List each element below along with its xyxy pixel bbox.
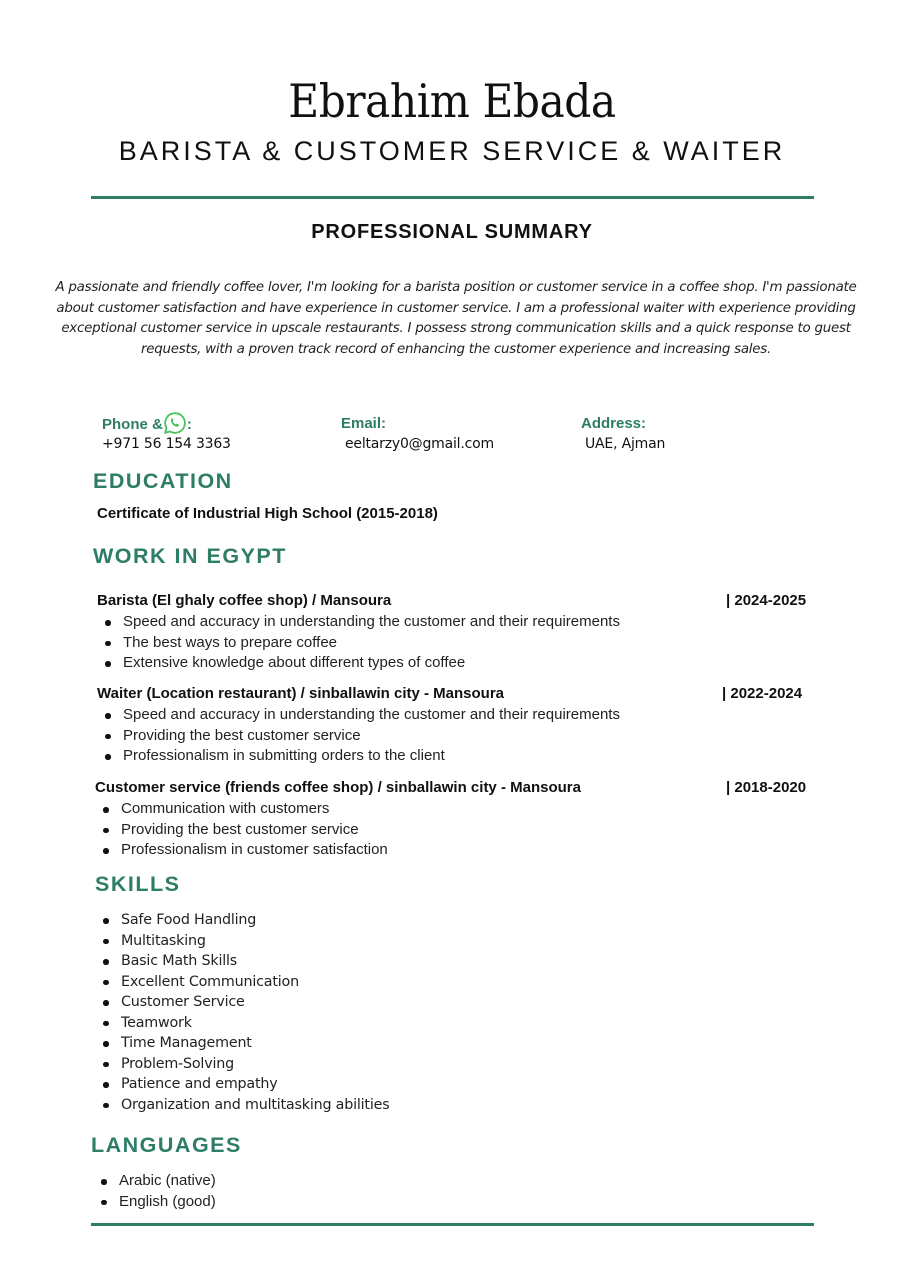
email-label: Email: bbox=[341, 415, 387, 432]
languages-heading: LANGUAGES bbox=[91, 1133, 242, 1157]
job-bullet: Communication with customers bbox=[95, 799, 388, 820]
phone-label-suffix: : bbox=[186, 415, 192, 433]
skills-heading: SKILLS bbox=[95, 872, 181, 896]
job-bullet: Speed and accuracy in understanding the customer and their requirements bbox=[97, 705, 620, 726]
summary-line: A passionate and friendly coffee lover, I'm looking for a barista position or customer service in a coffee shop. I'm passionate bbox=[55, 280, 857, 295]
skill-item: Problem-Solving bbox=[95, 1054, 389, 1075]
job-bullet: Providing the best customer service bbox=[95, 820, 388, 841]
job-title: Barista (El ghaly coffee shop) / Mansoura bbox=[97, 592, 392, 609]
skill-item: Multitasking bbox=[95, 931, 389, 952]
candidate-name: Ebrahim Ebada bbox=[288, 74, 616, 128]
job-date: | 2024-2025 bbox=[726, 592, 807, 609]
job-bullets bbox=[97, 705, 620, 767]
summary-line: exceptional customer service in upscale restaurants. I possess strong communication skills and a quick response to guest bbox=[61, 321, 851, 337]
summary-line: about customer satisfaction and have experience in customer service. I am a professional waiter with experience providing bbox=[56, 300, 856, 316]
summary-text bbox=[50, 278, 862, 361]
language-item: Arabic (native) bbox=[93, 1171, 216, 1192]
whatsapp-icon bbox=[163, 411, 187, 435]
job-title-headline: BARISTA & CUSTOMER SERVICE & WAITER bbox=[118, 136, 786, 166]
phone-value[interactable]: +971 56 154 3363 bbox=[102, 436, 231, 452]
job-bullet: Extensive knowledge about different types of coffee bbox=[97, 653, 620, 674]
skill-item: Customer Service bbox=[95, 992, 389, 1013]
skill-item: Excellent Communication bbox=[95, 972, 389, 993]
education-item: Certificate of Industrial High School (2015-2018) bbox=[97, 505, 438, 522]
address-value: UAE, Ajman bbox=[585, 436, 666, 452]
summary-heading: PROFESSIONAL SUMMARY bbox=[311, 221, 593, 243]
skill-item: Organization and multitasking abilities bbox=[95, 1095, 389, 1116]
bottom-divider bbox=[91, 1223, 814, 1226]
job-title: Waiter (Location restaurant) / sinballawin city - Mansoura bbox=[97, 685, 505, 702]
education-heading: EDUCATION bbox=[93, 469, 233, 493]
skill-item: Patience and empathy bbox=[95, 1074, 389, 1095]
summary-line: requests, with a proven track record of enhancing the customer experience and increasing sales. bbox=[141, 342, 771, 358]
address-label: Address: bbox=[581, 415, 647, 432]
job-bullet: Providing the best customer service bbox=[97, 726, 620, 747]
email-value[interactable]: eeltarzy0@gmail.com bbox=[345, 436, 494, 452]
languages-list bbox=[93, 1171, 216, 1212]
job-bullets bbox=[95, 799, 388, 861]
phone-label-text: Phone & bbox=[102, 415, 163, 433]
skill-item: Basic Math Skills bbox=[95, 951, 389, 972]
phone-label bbox=[102, 415, 192, 435]
top-divider bbox=[91, 196, 814, 199]
job-date: | 2022-2024 bbox=[722, 685, 803, 702]
job-date: | 2018-2020 bbox=[726, 779, 807, 796]
skills-list bbox=[95, 910, 389, 1115]
job-title: Customer service (friends coffee shop) / sinballawin city - Mansoura bbox=[95, 779, 581, 796]
job-bullet: The best ways to prepare coffee bbox=[97, 633, 620, 654]
job-bullet: Professionalism in submitting orders to the client bbox=[97, 746, 620, 767]
skill-item: Teamwork bbox=[95, 1013, 389, 1034]
job-bullet: Professionalism in customer satisfaction bbox=[95, 840, 388, 861]
job-bullet: Speed and accuracy in understanding the customer and their requirements bbox=[97, 612, 620, 633]
skill-item: Safe Food Handling bbox=[95, 910, 389, 931]
work-heading: WORK IN EGYPT bbox=[93, 544, 287, 568]
job-bullets bbox=[97, 612, 620, 674]
skill-item: Time Management bbox=[95, 1033, 389, 1054]
language-item: English (good) bbox=[93, 1192, 216, 1213]
